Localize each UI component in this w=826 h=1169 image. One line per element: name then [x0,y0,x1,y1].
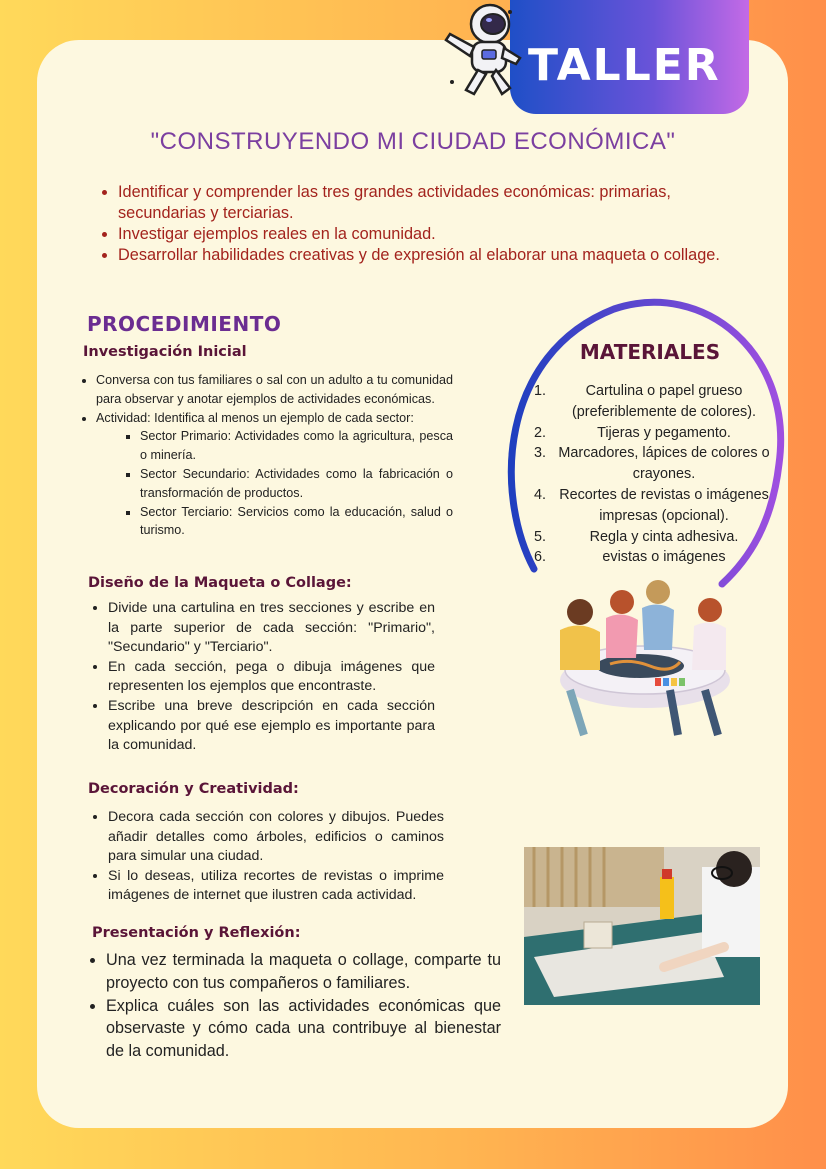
taller-label: TALLER [528,40,721,91]
item-number: 2. [534,424,547,441]
presentation-heading: Presentación y Reflexión: [92,925,301,941]
list-item [96,409,453,428]
design-heading: Diseño de la Maqueta o Collage: [88,575,352,591]
item-number: 6. [534,549,547,566]
astronaut-icon [440,2,530,102]
material-item [534,381,770,423]
material-item [534,423,770,444]
item-number: 1. [534,383,547,399]
list-item: • Conversa con tus familiares o sal con un adulto a tu comunidad para observar y anotar ejemplos de actividades económicas. [96,371,453,409]
list-item: • Escribe una breve descripción en cada sección explicando por qué ese ejemplo es importante para la comunidad. [108,697,435,756]
list-item: • En cada sección, pega o dibuja imágenes que representen los ejemplos que encontraste. [108,658,435,697]
list-item: • Una vez terminada la maqueta o collage, comparte tu proyecto con tus compañeros o familiares. [106,949,501,995]
procedure-heading: PROCEDIMIENTO [87,312,282,336]
materials-heading: MATERIALES [579,340,721,364]
design-list [90,599,435,756]
list-item: • Si lo deseas, utiliza recortes de revistas o imprime imágenes de internet que ilustren cada actividad. [108,867,444,906]
material-item [534,485,770,527]
objective-item: • Desarrollar habilidades creativas y de expresión al elaborar una maqueta o collage. [118,245,740,266]
item-number: 5. [534,528,547,545]
material-item [534,443,770,485]
investigation-list [80,371,453,540]
workshop-photo [524,847,760,1005]
objectives-list [100,182,740,266]
list-item: • Divide una cartulina en tres secciones y escribe en la parte superior de cada sección: "Primario", "Secundario" y "Terciario". [108,599,435,658]
sector-item: ▪ Sector Primario: Actividades como la agricultura, pesca o minería. [140,427,453,465]
item-text: Tijeras y pegamento. [597,424,731,441]
item-text: Regla y cinta adhesiva. [589,528,739,545]
decoration-list [90,808,444,906]
page-title: "CONSTRUYENDO MI CIUDAD ECONÓMICA" [150,128,676,155]
objective-item: • Identificar y comprender las tres grandes actividades económicas: primarias, secundarias y terciarias. [118,182,740,224]
item-text: Recortes de revistas o imágenes impresas (opcional). [559,486,769,524]
list-item: • Decora cada sección con colores y dibujos. Puedes añadir detalles como árboles, edificios o caminos para simular una ciudad. [108,808,444,867]
list-item-text: Actividad: Identifica al menos un ejemplo de cada sector: [96,410,414,425]
sector-item: ▪ Sector Secundario: Actividades como la fabricación o transformación de productos. [140,465,453,503]
material-item [534,547,770,568]
item-text: Marcadores, lápices de colores o crayones. [558,445,770,483]
item-number: 4. [534,486,547,503]
presentation-list [88,949,501,1063]
item-text: Cartulina o papel grueso (preferiblemente de colores). [572,383,756,420]
materials-list [534,381,770,568]
sector-item: ▪ Sector Terciario: Servicios como la educación, salud o turismo. [140,503,453,541]
item-text: evistas o imágenes [602,549,726,566]
material-item [534,527,770,548]
objective-item: • Investigar ejemplos reales en la comunidad. [118,224,740,245]
team-illustration [540,570,750,750]
list-item: • Explica cuáles son las actividades económicas que observaste y cómo cada una contribuye al bienestar de la comunidad. [106,995,501,1063]
decoration-heading: Decoración y Creatividad: [88,781,299,797]
item-number: 3. [534,445,547,462]
investigation-heading: Investigación Inicial [83,344,247,360]
